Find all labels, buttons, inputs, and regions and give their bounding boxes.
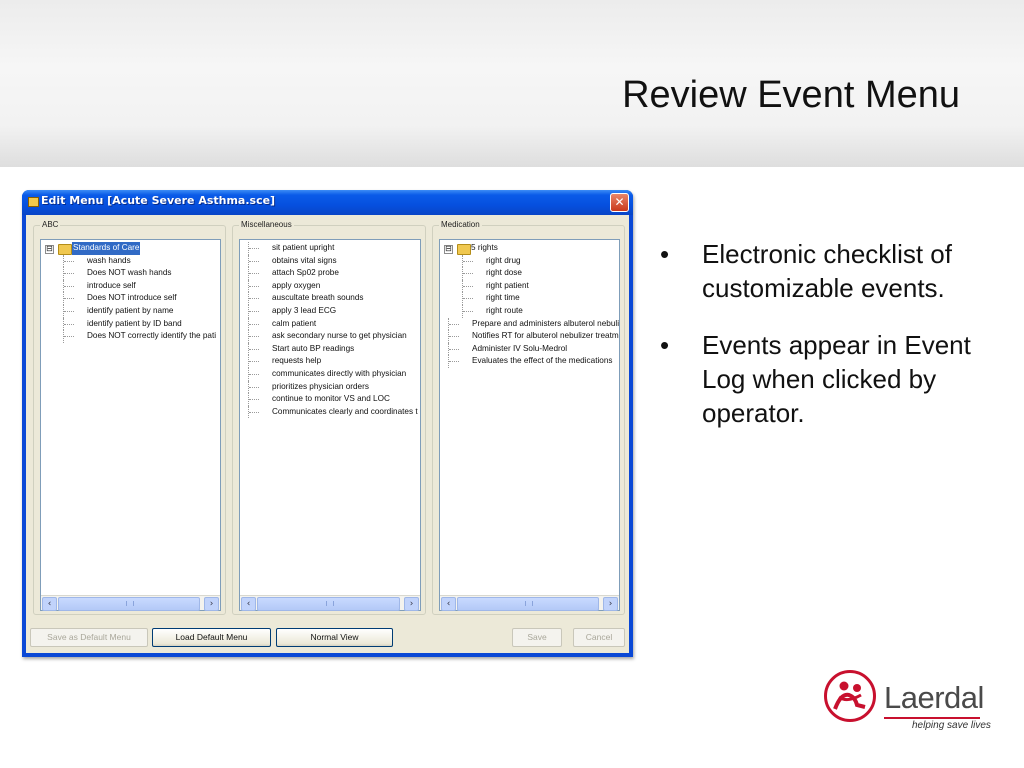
normal-view-button[interactable]: Normal View xyxy=(276,628,393,647)
abc-event-item[interactable] xyxy=(41,330,220,343)
med-event-item-label: Evaluates the effect of the medications xyxy=(472,356,613,366)
misc-event-item[interactable] xyxy=(240,292,420,305)
tree-connector xyxy=(248,330,261,343)
misc-event-item-label: apply 3 lead ECG xyxy=(272,305,337,315)
tree-connector xyxy=(63,292,76,305)
bullet-glyph: • xyxy=(660,239,670,269)
window-client-area xyxy=(26,215,629,653)
med-right-item[interactable] xyxy=(440,280,619,293)
abc-event-item[interactable] xyxy=(41,318,220,331)
load-default-menu-button[interactable]: Load Default Menu xyxy=(152,628,271,647)
abc-event-item-label: identify patient by name xyxy=(87,305,174,315)
misc-horizontal-scrollbar[interactable] xyxy=(240,595,420,610)
misc-event-item-label: communicates directly with physician xyxy=(272,368,407,378)
scroll-thumb[interactable] xyxy=(58,597,200,611)
collapse-icon[interactable]: ⊟ xyxy=(46,244,53,253)
tree-connector xyxy=(248,393,261,406)
misc-event-item[interactable] xyxy=(240,305,420,318)
tree-connector xyxy=(63,330,76,343)
bullet-item xyxy=(656,328,996,430)
med-right-item[interactable] xyxy=(440,292,619,305)
tree-connector xyxy=(448,330,461,343)
scroll-left-button[interactable]: ‹ xyxy=(441,597,456,611)
abc-group xyxy=(33,220,226,615)
misc-event-item[interactable] xyxy=(240,355,420,368)
abc-event-item-label: identify patient by ID band xyxy=(87,318,182,328)
abc-event-item-label: Does NOT correctly identify the pati xyxy=(87,331,217,341)
misc-event-item-label: requests help xyxy=(272,356,322,366)
slide-title: Review Event Menu xyxy=(622,74,960,116)
scroll-left-button[interactable]: ‹ xyxy=(42,597,57,611)
window-titlebar[interactable] xyxy=(22,190,633,215)
misc-event-item[interactable] xyxy=(240,368,420,381)
misc-event-item[interactable] xyxy=(240,393,420,406)
misc-event-item-label: apply oxygen xyxy=(272,280,321,290)
tree-connector xyxy=(248,381,261,394)
med-event-item[interactable] xyxy=(440,330,619,343)
bullet-text: Electronic checklist of customizable events. xyxy=(702,239,952,303)
abc-event-item-label: introduce self xyxy=(87,280,136,290)
abc-event-item[interactable] xyxy=(41,255,220,268)
misc-event-item-label: auscultate breath sounds xyxy=(272,293,364,303)
tree-connector xyxy=(248,406,261,419)
abc-event-item[interactable] xyxy=(41,305,220,318)
abc-horizontal-scrollbar[interactable] xyxy=(41,595,220,610)
laerdal-logo xyxy=(824,670,991,734)
tree-connector xyxy=(248,255,261,268)
tree-connector xyxy=(248,318,261,331)
misc-event-item[interactable] xyxy=(240,280,420,293)
misc-event-item-label: calm patient xyxy=(272,318,317,328)
tree-connector xyxy=(448,355,461,368)
med-right-item[interactable] xyxy=(440,267,619,280)
med-group xyxy=(432,220,625,615)
collapse-icon[interactable]: ⊟ xyxy=(445,244,452,253)
tree-connector xyxy=(63,305,76,318)
tree-connector xyxy=(63,318,76,331)
tree-root-standards-of-care[interactable] xyxy=(41,242,220,255)
bullet-list xyxy=(656,237,996,453)
window-title: Edit Menu [Acute Severe Asthma.sce] xyxy=(41,194,276,207)
med-event-item[interactable] xyxy=(440,343,619,356)
misc-event-item[interactable] xyxy=(240,242,420,255)
med-event-item[interactable] xyxy=(440,355,619,368)
tree-connector xyxy=(462,280,475,293)
tree-connector xyxy=(462,305,475,318)
folder-open-icon xyxy=(457,244,471,255)
tree-connector xyxy=(248,305,261,318)
misc-event-item-label: Communicates clearly and coordinates t xyxy=(272,406,418,416)
med-right-item-label: right patient xyxy=(486,280,529,290)
edit-menu-window xyxy=(22,190,633,657)
misc-group xyxy=(232,220,426,615)
med-right-item[interactable] xyxy=(440,255,619,268)
tree-connector xyxy=(63,267,76,280)
misc-group-label: Miscellaneous xyxy=(241,220,292,229)
misc-event-item[interactable] xyxy=(240,343,420,356)
tree-connector xyxy=(462,267,475,280)
misc-event-item[interactable] xyxy=(240,330,420,343)
close-button[interactable]: ✕ xyxy=(610,193,629,212)
tree-connector xyxy=(248,242,261,255)
window-app-icon xyxy=(28,197,39,207)
med-tree[interactable] xyxy=(439,239,620,611)
save-button[interactable]: Save xyxy=(512,628,562,647)
folder-open-icon xyxy=(58,244,72,255)
logo-wordmark: Laerdal xyxy=(884,680,984,715)
tree-connector xyxy=(448,318,461,331)
misc-tree[interactable] xyxy=(239,239,421,611)
abc-event-item[interactable] xyxy=(41,292,220,305)
misc-event-item-label: attach Sp02 probe xyxy=(272,268,339,278)
logo-rule xyxy=(884,717,980,719)
misc-event-item-label: obtains vital signs xyxy=(272,255,337,265)
misc-event-item-label: continue to monitor VS and LOC xyxy=(272,394,390,404)
misc-event-item[interactable] xyxy=(240,406,420,419)
abc-group-label: ABC xyxy=(42,220,59,229)
med-right-item-label: right dose xyxy=(486,268,522,278)
misc-event-item[interactable] xyxy=(240,255,420,268)
abc-tree[interactable] xyxy=(40,239,221,611)
tree-connector xyxy=(248,343,261,356)
tree-connector xyxy=(448,343,461,356)
med-event-item-label: Administer IV Solu-Medrol xyxy=(472,343,568,353)
scroll-right-button[interactable]: › xyxy=(404,597,419,611)
misc-event-item-label: sit patient upright xyxy=(272,243,335,252)
misc-event-item[interactable] xyxy=(240,267,420,280)
tree-connector xyxy=(248,355,261,368)
med-right-item[interactable] xyxy=(440,305,619,318)
tree-root-label: Standards of Care xyxy=(72,242,140,255)
scroll-thumb[interactable] xyxy=(457,597,599,611)
save-as-default-menu-button[interactable]: Save as Default Menu xyxy=(30,628,148,647)
misc-event-item-label: ask secondary nurse to get physician xyxy=(272,331,407,341)
med-event-item[interactable] xyxy=(440,318,619,331)
med-event-item-label: Prepare and administers albuterol nebuli xyxy=(472,318,619,328)
tree-root-label: 5 rights xyxy=(471,243,498,252)
med-group-label: Medication xyxy=(441,220,480,229)
med-right-item-label: right time xyxy=(486,293,520,303)
tree-connector xyxy=(248,280,261,293)
scroll-right-button[interactable]: › xyxy=(204,597,219,611)
scroll-thumb[interactable] xyxy=(257,597,400,611)
laerdal-mark-icon xyxy=(824,670,876,722)
med-horizontal-scrollbar[interactable] xyxy=(440,595,619,610)
misc-event-item-label: prioritizes physician orders xyxy=(272,381,369,391)
tree-connector xyxy=(63,255,76,268)
bullet-glyph: • xyxy=(660,330,670,360)
tree-connector xyxy=(248,292,261,305)
logo-tagline: helping save lives xyxy=(912,720,991,731)
cancel-button[interactable]: Cancel xyxy=(573,628,625,647)
bullet-item xyxy=(656,237,996,305)
tree-connector xyxy=(462,292,475,305)
tree-connector xyxy=(63,280,76,293)
scroll-left-button[interactable]: ‹ xyxy=(241,597,256,611)
med-right-item-label: right route xyxy=(486,305,523,315)
tree-root-5-rights[interactable] xyxy=(440,242,619,255)
abc-event-item[interactable] xyxy=(41,267,220,280)
tree-connector xyxy=(462,255,475,268)
med-event-item-label: Notifies RT for albuterol nebulizer treatm xyxy=(472,331,619,341)
abc-event-item-label: wash hands xyxy=(87,255,131,265)
tree-connector xyxy=(248,267,261,280)
abc-event-item[interactable] xyxy=(41,280,220,293)
abc-event-item-label: Does NOT introduce self xyxy=(87,293,177,303)
med-right-item-label: right drug xyxy=(486,255,521,265)
abc-event-item-label: Does NOT wash hands xyxy=(87,268,172,278)
bullet-text: Events appear in Event Log when clicked by operator. xyxy=(702,330,971,428)
scroll-right-button[interactable]: › xyxy=(603,597,618,611)
misc-event-item-label: Start auto BP readings xyxy=(272,343,355,353)
misc-event-item[interactable] xyxy=(240,318,420,331)
misc-event-item[interactable] xyxy=(240,381,420,394)
tree-connector xyxy=(248,368,261,381)
